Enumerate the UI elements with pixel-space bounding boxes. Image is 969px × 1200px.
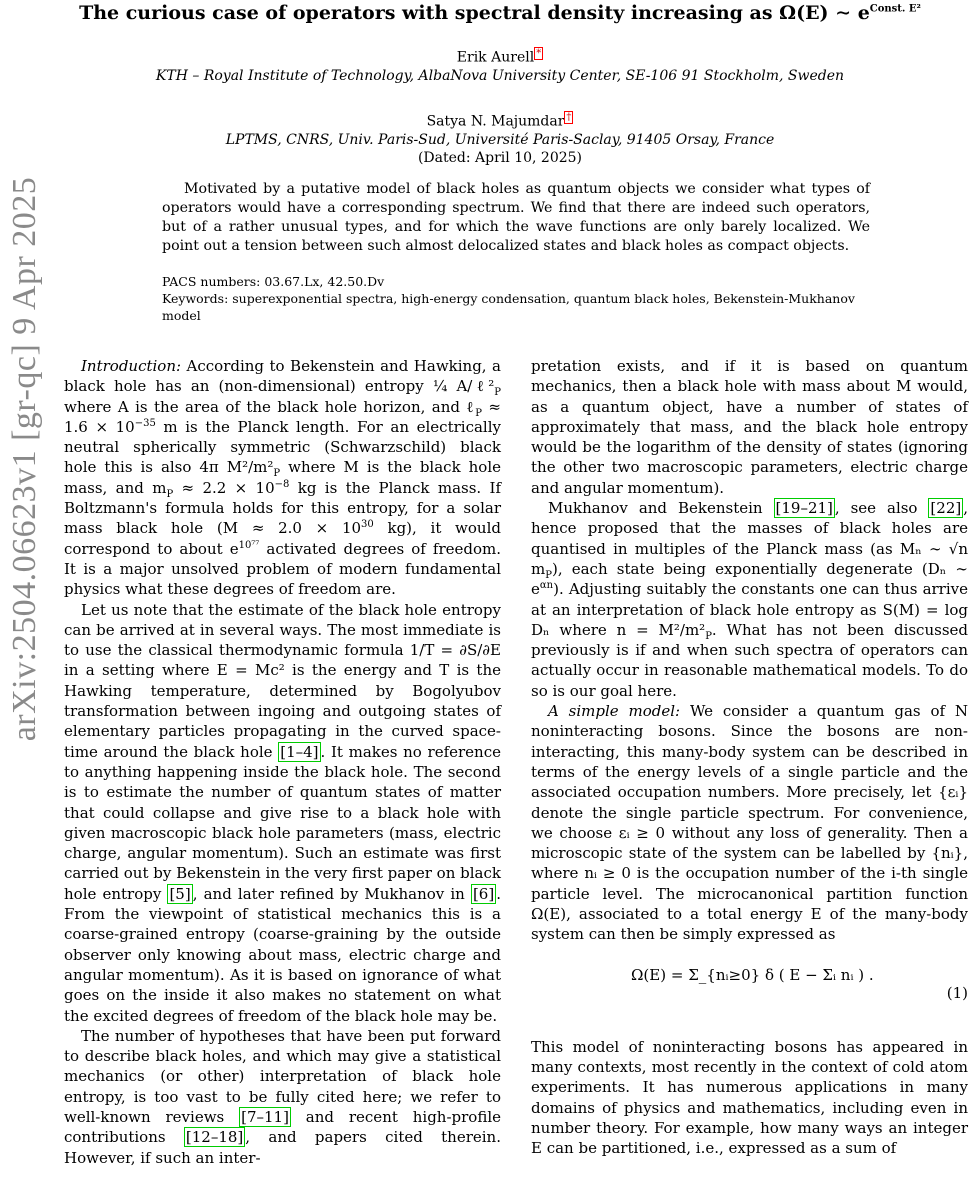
pacs-keywords-block — [162, 273, 872, 324]
intro-label: Introduction: — [81, 357, 182, 375]
paper-title: The curious case of operators with spectral density increasing as Ω(E) ∼ $e^{Const. E^2}$ — [79, 2, 921, 24]
equation-1-body: Ω(E) = Σ_{nᵢ≥0} δ ( E − Σᵢ nᵢ ) . — [631, 965, 874, 984]
citation-link[interactable]: [22] — [930, 499, 962, 518]
citation-link[interactable]: [7–11] — [241, 1107, 289, 1126]
keywords: Keywords: superexponential spectra, high-energy condensation, quantum black holes, Bekenstein-Mukhanov model — [162, 291, 855, 323]
citation-link[interactable]: [1–4] — [280, 742, 319, 761]
simple-model-paragraph: A simple model: We consider a quantum gas of N noninteracting bosons. Since the bosons are non-interacting, this many-body system can be described in terms of the energy levels of a single particle and the associated occupation numbers. More precisely, let {εᵢ} denote the single particle spectrum. For convenience, we choose εᵢ ≥ 0 without any loss of generality. Then a microscopic state of the system can be labelled by {nᵢ}, where nᵢ ≥ 0 is the occupation number of the i-th single particle level. The microcanonical partition function Ω(E), associated to a total energy E of the many-body system can then be simply expressed as — [531, 702, 969, 944]
abstract — [162, 180, 870, 256]
affiliation-1: KTH – Royal Institute of Technology, AlbaNova University Center, SE-106 91 Stockholm, Sweden — [155, 68, 845, 84]
pacs-numbers: PACS numbers: 03.67.Lx, 42.50.Dv — [162, 274, 385, 289]
author-2: Satya N. Majumdar † — [426, 112, 572, 130]
title-exponent: Const. E² — [869, 3, 921, 15]
citation-link[interactable]: [19–21] — [775, 499, 833, 518]
author-1: Erik Aurell * — [456, 48, 542, 66]
affiliation-2: LPTMS, CNRS, Univ. Paris-Sud, Université Paris-Saclay, 91405 Orsay, France — [225, 132, 775, 148]
arxiv-identifier: arXiv:2504.06623v1 [gr-qc] 9 Apr 2025 — [6, 176, 43, 742]
abstract-text: Motivated by a putative model of black holes as quantum objects we consider what types of operators would have a corresponding spectrum. We find that there are indeed such operators, but of a rather unusual types, and for which the wave functions are only barely localized. We point out a tension between such almost delocalized states and black holes as compact objects. — [162, 181, 870, 254]
interpretation-paragraph: pretation exists, and if it is based on quantum mechanics, then a black hole with mass about M would, as a quantum object, have a number of states of approximately that mass, and the black hole entropy would be the logarithm of the density of states (ignoring the other two macroscopic parameters, electric charge and angular momentum). — [531, 357, 968, 497]
intro-paragraph: Introduction: According to Bekenstein and Hawking, a black hole has an (non-dimensional) entropy ¼ $A/\ell^2_P$ where A is the area of the black hole horizon, and ℓ$_P$ ≈ $1.6 \times 10^{-35}$ m is the Planck length. For an electrically neutral spherically symmetric (Schwarzschild) black hole this is also 4π $M^2/m^2_P$ where M is the black hole mass, and $m_P \approx 2.2 \times 10^{-8}$ kg is the Planck mass. If Boltzmann's formula holds for this entropy, for a solar mass black hole ($M \approx 2.0 \times 10^{30}$ kg), it would correspond to about $e^{10^{77}}$ activated degrees of freedom. It is a major unsolved problem of modern fundamental physics what these degrees of freedom are. — [64, 357, 501, 599]
author-1-footnote-link[interactable]: * — [536, 48, 542, 59]
dated-line: (Dated: April 10, 2025) — [417, 150, 583, 166]
author-2-footnote-link[interactable]: † — [566, 112, 572, 123]
equation-1 — [531, 955, 968, 1025]
left-column — [64, 356, 501, 1168]
right-column — [531, 356, 968, 1158]
equation-1-number: (1) — [946, 983, 968, 1002]
citation-link[interactable]: [12–18] — [185, 1128, 244, 1147]
citation-link[interactable]: [5] — [169, 884, 191, 903]
applications-paragraph: This model of noninteracting bosons has appeared in many contexts, most recently in the context of cold atom experiments. It has numerous applications in many domains of physics and mathematics, including even in number theory. For example, how many ways an integer E can be partitioned, i.e., expressed as a sum of — [531, 1037, 968, 1158]
mukhanov-bekenstein-paragraph: Mukhanov and Bekenstein [19–21] , see also [22] , hence proposed that the masses of black holes are quantised in multiples of the Planck mass (as Mₙ ∼ √n $m_P$), each state being exponentially degenerate (Dₙ ∼ $e^{\alpha n}$). Adjusting suitably the constants one can thus arrive at an interpretation of black hole entropy as S(M) = log Dₙ where $n = M^2/m^2_P$. What has not been discussed previously is if and when such spectra of operators can actually occur in reasonable mathematical models. To do so is our goal here. — [531, 499, 968, 700]
simple-model-label: A simple model: — [548, 702, 681, 721]
hypotheses-paragraph: The number of hypotheses that have been put forward to describe black holes, and which may give a statistical mechanics (or other) interpretation of black hole entropy, is too vast to be fully cited here; we refer to well-known reviews [7–11] and recent high-profile contributions [12–18] , and papers cited therein. However, if such an inter- — [64, 1026, 502, 1167]
citation-link[interactable]: [6] — [472, 884, 495, 903]
entropy-estimate-paragraph: Let us note that the estimate of the black hole entropy can be arrived at in several ways. The most immediate is to use the classical thermodynamic formula 1/T = ∂S/∂E in a setting where E = Mc² is the energy and T is the Hawking temperature, determined by Bogolyubov transformation between ingoing and outgoing states of elementary particles propagating in the curved space-time around the black hole [1–4] . It makes no reference to anything happening inside the black hole. The second is to estimate the number of quantum states of matter that could collapse and give rise to a black hole with given macroscopic black hole parameters (mass, electric charge, angular momentum). Such an estimate was first carried out by Bekenstein in the very first paper on black hole entropy [5] , and later refined by Mukhanov in [6] . From the viewpoint of statistical mechanics this is a coarse-grained entropy (coarse-graining by the outside observer only knowing about mass, electric charge and angular momentum). As it is based on ignorance of what goes on the inside it also makes no statement on what the excited degrees of freedom of the black hole may be. — [64, 600, 501, 1025]
